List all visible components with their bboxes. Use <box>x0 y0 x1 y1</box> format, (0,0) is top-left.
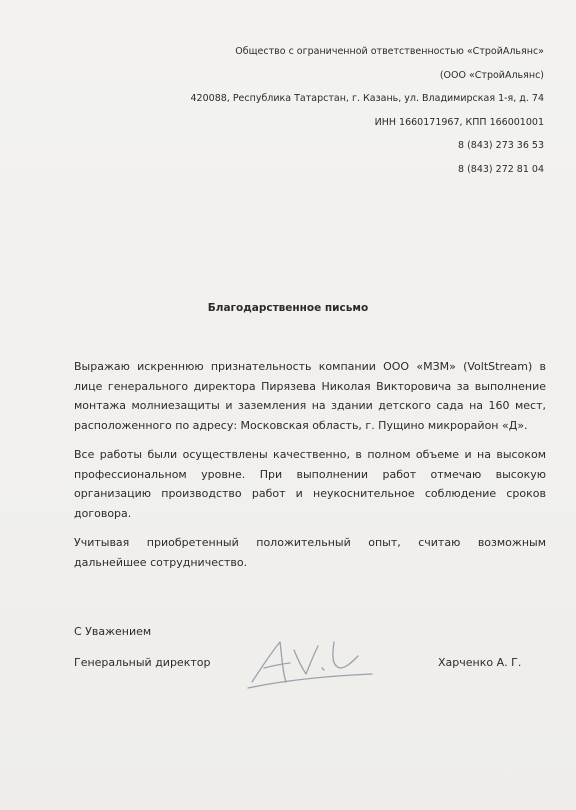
company-name: Общество с ограниченной ответственностью «СтройАльянс» <box>235 46 544 57</box>
letter-title: Благодарственное письмо <box>207 302 369 314</box>
signer-name: Харченко А. Г. <box>438 656 522 669</box>
company-phone-1: 8 (843) 273 36 53 <box>458 140 544 151</box>
signer-role: Генеральный директор <box>74 656 211 669</box>
company-short-name: (ООО «СтройАльянс) <box>439 69 544 81</box>
body-paragraph: Все работы были осуществлены качественно, в полном объеме и на высоком профессиональном уровне. При выполнении работ отмечаю высокую организацию производство работ и неукоснительное соблюдение сроков договора. <box>74 448 546 520</box>
company-tax-ids: ИНН 1660171967, КПП 166001001 <box>374 116 544 128</box>
body-paragraph: Выражаю искреннюю признательность компании ООО «МЗМ» (VoltStream) в лице генерального директора Пирязева Николая Викторовича за выполнение монтажа молниезащиты и заземления на здании детского сада на 160 мест, расположенного по адресу: Московская область, г. Пущино микрорайон «Д». <box>74 360 546 432</box>
letter-body <box>74 357 546 582</box>
body-paragraph: Учитывая приобретенный положительный опыт, считаю возможным дальнейшее сотрудничество. <box>74 536 546 569</box>
closing-phrase: С Уважением <box>74 625 152 638</box>
company-phone-2: 8 (843) 272 81 04 <box>458 163 544 175</box>
company-address: 420088, Республика Татарстан, г. Казань, ул. Владимирская 1-я, д. 74 <box>190 93 544 104</box>
letterhead <box>191 40 544 181</box>
handwritten-signature <box>246 630 376 690</box>
